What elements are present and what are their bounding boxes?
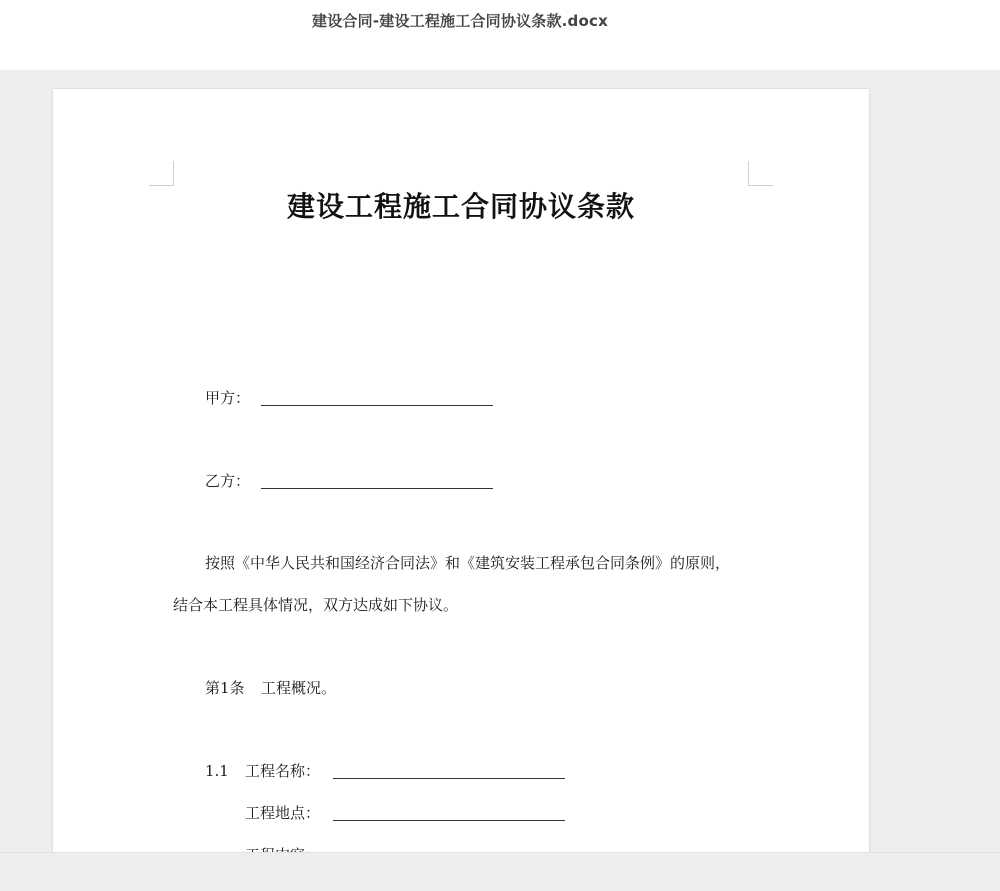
article-1-number: 第1条 bbox=[205, 679, 245, 697]
party-a-label: 甲方： bbox=[205, 389, 251, 407]
status-bar bbox=[0, 852, 1000, 891]
document-canvas[interactable] bbox=[0, 70, 1000, 852]
document-filename: 建设合同-建设工程施工合同协议条款.docx bbox=[312, 12, 608, 30]
party-b-blank[interactable] bbox=[261, 488, 493, 489]
title-bar bbox=[0, 0, 1000, 70]
intro-paragraph-line-1: 按照《中华人民共和国经济合同法》和《建筑安装工程承包合同条例》的原则， bbox=[205, 554, 731, 572]
party-a-blank[interactable] bbox=[261, 405, 493, 406]
party-b-label: 乙方： bbox=[205, 472, 251, 490]
project-location-blank[interactable] bbox=[333, 820, 565, 821]
article-1-title: 工程概况。 bbox=[261, 679, 337, 697]
intro-paragraph-line-2: 结合本工程具体情况，双方达成如下协议。 bbox=[173, 596, 459, 614]
document-page[interactable] bbox=[53, 89, 869, 889]
clause-1-1-number: 1.1 bbox=[205, 762, 229, 780]
margin-corner-top-left bbox=[149, 161, 174, 186]
document-heading: 建设工程施工合同协议条款 bbox=[286, 190, 635, 223]
margin-corner-top-right bbox=[748, 161, 773, 186]
project-name-label: 工程名称： bbox=[245, 762, 321, 780]
project-location-label: 工程地点： bbox=[245, 804, 321, 822]
project-name-blank[interactable] bbox=[333, 778, 565, 779]
